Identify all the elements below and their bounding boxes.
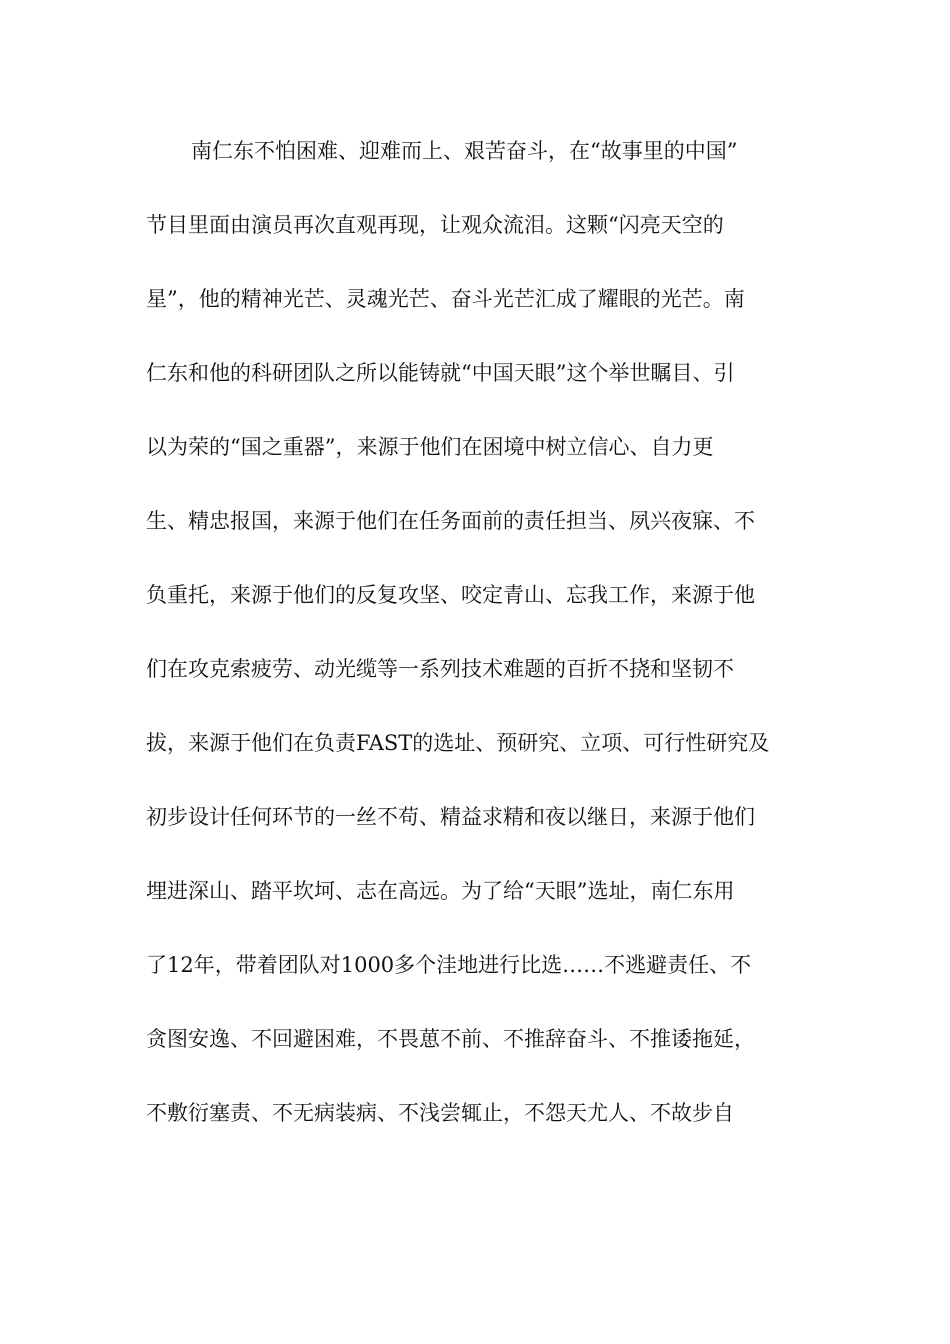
paragraph-line: 仁东和他的科研团队之所以能铸就“中国天眼”这个举世瞩目、引 (146, 361, 735, 385)
paragraph-line: 了12年，带着团队对1000多个洼地进行比选……不逃避责任、不 (146, 953, 752, 977)
paragraph-line: 负重托，来源于他们的反复攻坚、咬定青山、忘我工作，来源于他 (146, 583, 755, 607)
paragraph-line: 南仁东不怕困难、迎难而上、艰苦奋斗，在“故事里的中国” (191, 139, 738, 163)
paragraph-line: 生、精忠报国，来源于他们在任务面前的责任担当、夙兴夜寐、不 (146, 509, 755, 533)
paragraph-line: 埋进深山、踏平坎坷、志在高远。为了给“天眼”选址，南仁东用 (146, 879, 735, 903)
paragraph-line: 不敷衍塞责、不无病装病、不浅尝辄止，不怨天尤人、不故步自 (146, 1101, 734, 1125)
paragraph-line: 拔，来源于他们在负责FAST的选址、预研究、立项、可行性研究及 (146, 731, 770, 755)
paragraph-line: 以为荣的“国之重器”，来源于他们在困境中树立信心、自力更 (146, 435, 714, 459)
paragraph-line: 星”，他的精神光芒、灵魂光芒、奋斗光芒汇成了耀眼的光芒。南 (146, 287, 745, 311)
paragraph-line: 们在攻克索疲劳、动光缆等一系列技术难题的百折不挠和坚韧不 (146, 657, 734, 681)
paragraph-line: 节目里面由演员再次直观再现，让观众流泪。这颗“闪亮天空的 (146, 213, 724, 237)
paragraph-line: 贪图安逸、不回避困难，不畏葸不前、不推辞奋斗、不推诿拖延， (146, 1027, 755, 1051)
paragraph-line: 初步设计任何环节的一丝不苟、精益求精和夜以继日，来源于他们 (146, 805, 755, 829)
body-paragraph (146, 128, 806, 1164)
